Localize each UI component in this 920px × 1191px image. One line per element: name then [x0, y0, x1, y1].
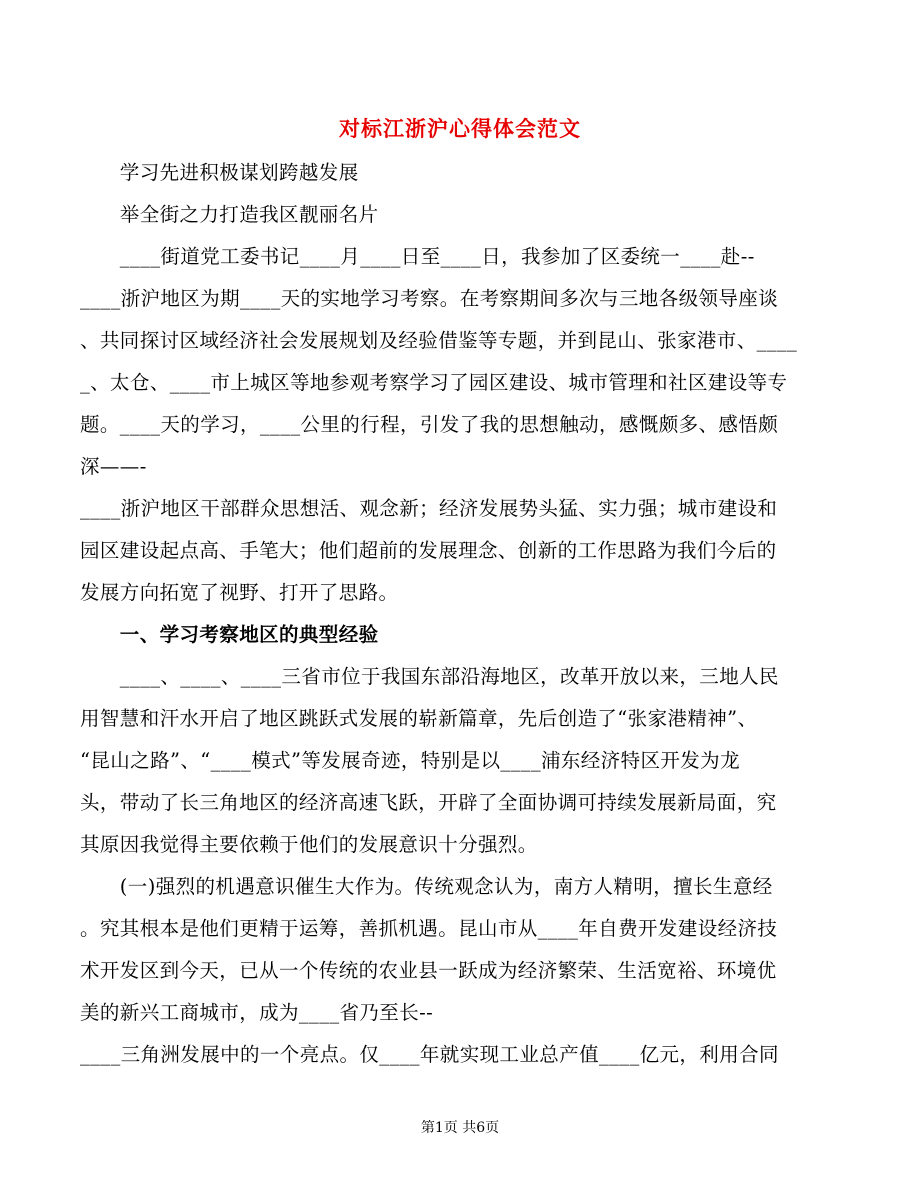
- paragraph-line: _、太仓、____市上城区等地参观考察学习了园区建设、城市管理和社区建设等专: [80, 371, 788, 394]
- paragraph-line: ____浙沪地区为期____天的实地学习考察。在考察期间多次与三地各级领导座谈: [80, 287, 779, 310]
- page-footer: 第1页 共6页: [420, 1120, 500, 1136]
- paragraph-line: ____街道党工委书记____月____日至____日，我参加了区委统一____赴--: [80, 245, 755, 268]
- paragraph-line: 题。____天的学习，____公里的行程，引发了我的思想触动，感慨颇多、感悟颇: [80, 413, 779, 436]
- paragraph-line: ____三角洲发展中的一个亮点。仅____年就实现工业总产值____亿元，利用合同: [80, 1043, 779, 1066]
- page-title: 对标江浙沪心得体会范文: [339, 116, 581, 141]
- paragraph-line: 举全街之力打造我区靓丽名片: [80, 203, 379, 226]
- paragraph-line: (一)强烈的机遇意识催生大作为。传统观念认为，南方人精明，擅长生意经: [80, 875, 773, 898]
- paragraph-line: 。究其根本是他们更精于运筹，善抓机遇。昆山市从____年自费开发建设经济技: [80, 917, 778, 940]
- paragraph-line: 园区建设起点高、手笔大；他们超前的发展理念、创新的工作思路为我们今后的: [80, 539, 777, 562]
- paragraph-line: 发展方向拓宽了视野、打开了思路。: [80, 581, 399, 604]
- paragraph-line: 其原因我觉得主要依赖于他们的发展意识十分强烈。: [80, 833, 538, 856]
- paragraph-line: “昆山之路”、“____模式”等发展奇迹，特别是以____浦东经济特区开发为龙: [80, 749, 740, 772]
- paragraph-line: 美的新兴工商城市，成为____省乃至长--: [80, 1001, 434, 1024]
- paragraph-line: 头，带动了长三角地区的经济高速飞跃，开辟了全面协调可持续发展新局面，究: [80, 791, 777, 814]
- paragraph-line: ____、____、____三省市位于我国东部沿海地区，改革开放以来，三地人民: [80, 665, 779, 688]
- paragraph-line: 术开发区到今天，已从一个传统的农业县一跃成为经济繁荣、生活宽裕、环境优: [80, 959, 777, 982]
- paragraph-line: 深——-: [80, 455, 147, 478]
- section-heading: 一、学习考察地区的典型经验: [80, 623, 379, 646]
- paragraph-line: 学习先进积极谋划跨越发展: [80, 161, 359, 184]
- paragraph-line: 用智慧和汗水开启了地区跳跃式发展的崭新篇章，先后创造了“张家港精神”、: [80, 707, 758, 730]
- paragraph-line: ____浙沪地区干部群众思想活、观念新；经济发展势头猛、实力强；城市建设和: [80, 497, 778, 520]
- paragraph-line: 、共同探讨区域经济社会发展规划及经验借鉴等专题，并到昆山、张家港市、____: [80, 329, 798, 352]
